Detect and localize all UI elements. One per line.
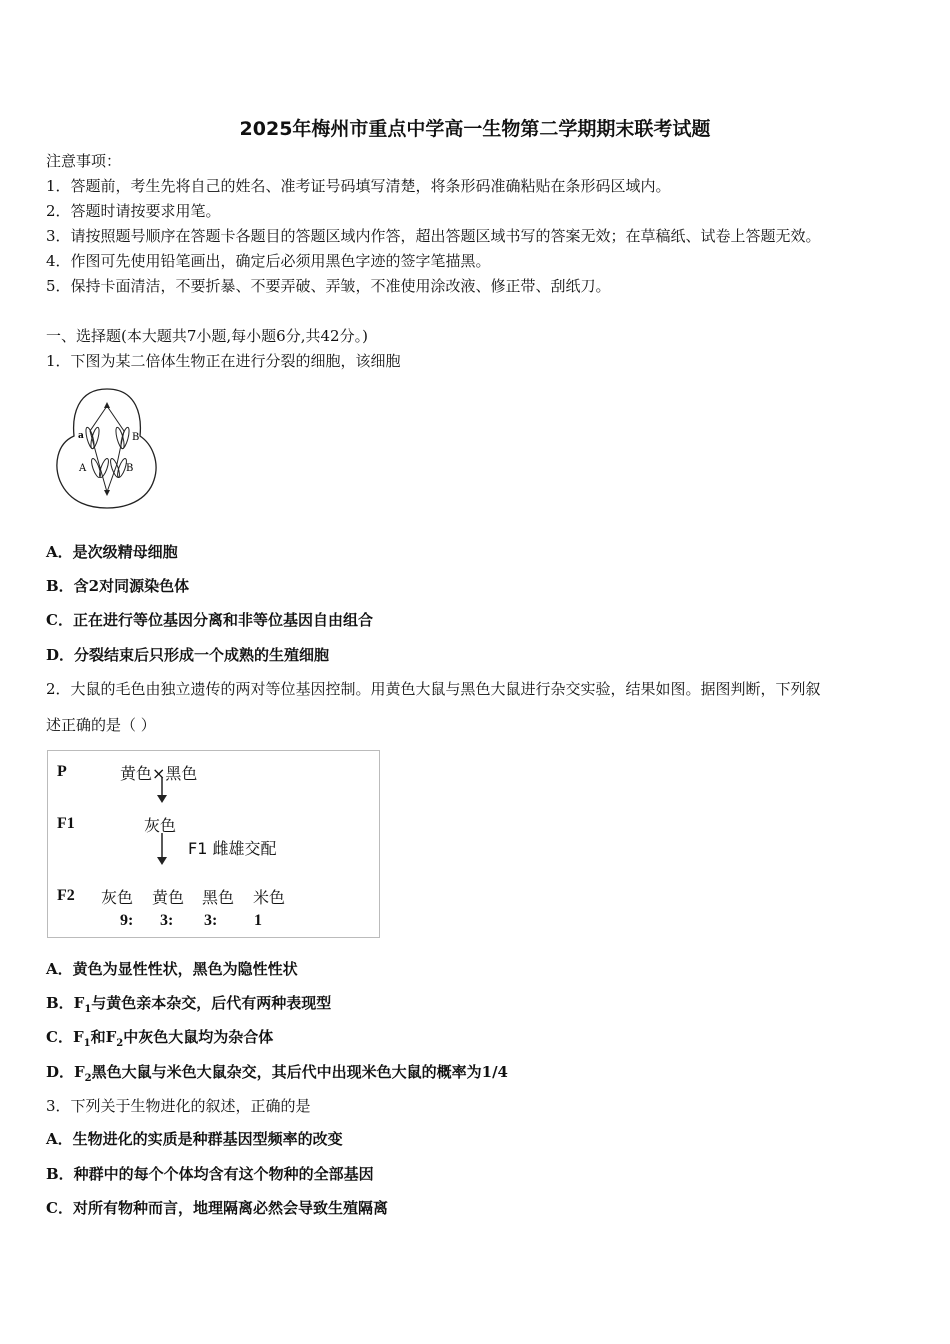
- question-2-stem: 2．大鼠的毛色由独立遗传的两对等位基因控制。用黄色大鼠与黑色大鼠进行杂交实验，结果如图。据图判断，下列叙: [46, 680, 821, 698]
- section-heading: 一、选择题(本大题共7小题,每小题6分,共42分。): [46, 327, 368, 345]
- p-label: P: [57, 763, 67, 780]
- q1-option-b: B．含2对同源染色体: [46, 577, 190, 595]
- notice-item: 5．保持卡面清洁，不要折暴、不要弄破、弄皱，不准使用涂改液、修正带、刮纸刀。: [46, 277, 611, 295]
- q1-option-a: A．是次级精母细胞: [46, 543, 178, 561]
- f2-ratio: 3:: [204, 912, 218, 929]
- question-3-stem: 3．下列关于生物进化的叙述，正确的是: [46, 1097, 311, 1115]
- q2-option-c: C．$F_1$和$F_2$中灰色大鼠均为杂合体: [46, 1028, 274, 1049]
- f2-phenotype: 黑色: [202, 888, 235, 907]
- question-2-stem-cont: 述正确的是（ ）: [46, 716, 156, 734]
- allele-label: B: [126, 463, 134, 474]
- f2-label: F2: [57, 887, 75, 904]
- allele-label: a: [78, 431, 84, 441]
- q2-option-b: B．$F_1$与黄色亲本杂交，后代有两种表现型: [46, 994, 332, 1015]
- notice-item: 1．答题前，考生先将自己的姓名、准考证号码填写清楚，将条形码准确粘贴在条形码区域内。: [46, 177, 671, 195]
- q1-option-d: D．分裂结束后只形成一个成熟的生殖细胞: [46, 646, 330, 664]
- cell-division-diagram: [52, 386, 162, 510]
- notice-heading: 注意事项：: [46, 152, 122, 170]
- f2-ratio: 9:: [120, 912, 134, 929]
- q3-option-b: B．种群中的每个个体均含有这个物种的全部基因: [46, 1165, 374, 1183]
- notice-item: 2．答题时请按要求用笔。: [46, 202, 221, 220]
- q3-option-c: C．对所有物种而言，地理隔离必然会导致生殖隔离: [46, 1199, 388, 1217]
- f2-phenotype: 灰色: [101, 888, 134, 907]
- page-title: 2025年梅州市重点中学高一生物第二学期期末联考试题: [239, 118, 711, 140]
- allele-label: B: [132, 432, 140, 443]
- q2-option-d: D．$F_2$黑色大鼠与米色大鼠杂交，其后代中出现米色大鼠的概率为1/4: [46, 1063, 508, 1084]
- f1-mating: F1 雌雄交配: [188, 839, 277, 858]
- notice-item: 4．作图可先使用铅笔画出，确定后必须用黑色字迹的签字笔描黑。: [46, 252, 491, 270]
- q1-option-c: C．正在进行等位基因分离和非等位基因自由组合: [46, 611, 373, 629]
- notice-item: 3．请按照题号顺序在答题卡各题目的答题区域内作答，超出答题区域书写的答案无效；在草稿纸、试卷上答题无效。: [46, 227, 821, 245]
- q2-option-a: A．黄色为显性性状，黑色为隐性性状: [46, 960, 298, 978]
- question-1-stem: 1．下图为某二倍体生物正在进行分裂的细胞，该细胞: [46, 352, 401, 370]
- arrow-icon: [156, 777, 168, 867]
- f2-ratio: 3:: [160, 912, 174, 929]
- f1-label: F1: [57, 815, 75, 832]
- q3-option-a: A．生物进化的实质是种群基因型频率的改变: [46, 1130, 343, 1148]
- f2-ratio: 1: [254, 912, 262, 929]
- f1-phenotype: 灰色: [144, 816, 177, 835]
- cross-diagram: [47, 750, 380, 938]
- f2-phenotype: 黄色: [152, 888, 185, 907]
- allele-label: A: [79, 463, 87, 474]
- f2-phenotype: 米色: [253, 888, 286, 907]
- p-cross: 黄色×黑色: [120, 764, 198, 783]
